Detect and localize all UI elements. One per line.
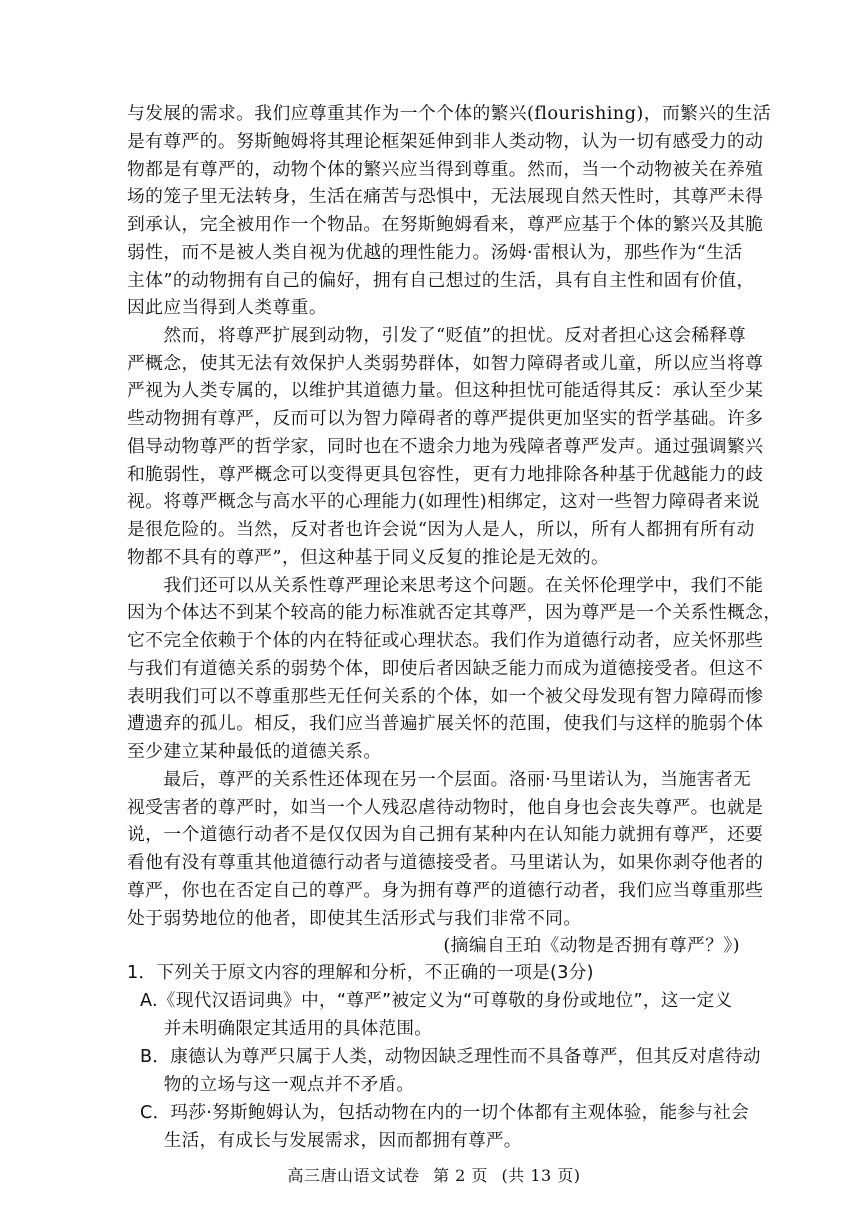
passage-line: 最后，尊严的关系性还体现在另一个层面。洛丽·马里诺认为，当施害者无: [127, 769, 752, 790]
option-a: A.《现代汉语词典》中，“尊严”被定义为“可尊敬的身份或地位”，这一定义: [140, 991, 733, 1011]
passage-line: 表明我们可以不尊重那些无任何关系的个体，如一个被父母发现有智力障碍而惨: [127, 686, 764, 707]
option-c-cont: 生活，有成长与发展需求，因而都拥有尊严。: [140, 1131, 522, 1151]
passage-line: 因此应当得到人类尊重。: [127, 297, 327, 318]
passage-line: 至少建立某种最低的道德关系。: [127, 741, 382, 762]
passage-line: 严概念，使其无法有效保护人类弱势群体，如智力障碍者或儿童，所以应当将尊: [127, 353, 764, 374]
passage-line: 处于弱势地位的他者，即使其生活形式与我们非常不同。: [127, 908, 582, 929]
passage-line: 物都是有尊严的，动物个体的繁兴应当得到尊重。然而，当一个动物被关在养殖: [127, 159, 764, 180]
passage-line: 视受害者的尊严时，如当一个人残忍虐待动物时，他自身也会丧失尊严。也就是: [127, 797, 764, 818]
passage-line: 说，一个道德行动者不是仅仅因为自己拥有某种内在认知能力就拥有尊严，还要: [127, 824, 764, 845]
passage-line: 视。将尊严概念与高水平的心理能力(如理性)相绑定，这对一些智力障碍者来说: [127, 491, 760, 512]
page-number: 第 2 页: [433, 1166, 488, 1185]
passage-line: 是很危险的。当然，反对者也许会说“因为人是人，所以，所有人都拥有所有动: [127, 519, 755, 540]
passage-line: 与发展的需求。我们应尊重其作为一个个体的繁兴(flourishing)，而繁兴的生活: [127, 103, 772, 124]
passage-line: 倡导动物尊严的哲学家，同时也在不遗余力地为残障者尊严发声。通过强调繁兴: [127, 436, 764, 457]
passage-line: 与我们有道德关系的弱势个体，即使后者因缺乏能力而成为道德接受者。但这不: [127, 658, 764, 679]
passage-line: 到承认，完全被用作一个物品。在努斯鲍姆看来，尊严应基于个体的繁兴及其脆: [127, 214, 764, 235]
passage-line: 物都不具有的尊严”，但这种基于同义反复的推论是无效的。: [127, 547, 610, 568]
passage-line: 我们还可以从关系性尊严理论来思考这个问题。在关怀伦理学中，我们不能: [127, 575, 764, 596]
exam-title: 高三唐山语文试卷: [287, 1166, 420, 1185]
passage-line: 然而，将尊严扩展到动物，引发了“贬值”的担忧。反对者担心这会稀释尊: [127, 325, 746, 346]
page-footer: [0, 1163, 868, 1186]
option-c: C．玛莎·努斯鲍姆认为，包括动物在内的一切个体都有主观体验，能参与社会: [140, 1103, 749, 1123]
passage-line: 因为个体达不到某个较高的能力标准就否定其尊严，因为尊严是一个关系性概念，: [127, 602, 782, 623]
option-b-cont: 物的立场与这一观点并不矛盾。: [140, 1075, 415, 1095]
passage-line: 它不完全依赖于个体的内在特征或心理状态。我们作为道德行动者，应关怀那些: [127, 630, 764, 651]
passage-line: 弱性，而不是被人类自视为优越的理性能力。汤姆·雷根认为，那些作为“生活: [127, 242, 743, 263]
passage-line: 尊严，你也在否定自己的尊严。身为拥有尊严的道德行动者，我们应当尊重那些: [127, 880, 764, 901]
passage-line: 场的笼子里无法转身，生活在痛苦与恐惧中，无法展现自然天性时，其尊严未得: [127, 186, 764, 207]
source-citation: (摘编自王珀《动物是否拥有尊严？》): [443, 935, 740, 956]
option-a-cont: 并未明确限定其适用的具体范围。: [140, 1019, 433, 1039]
passage-line: 主体”的动物拥有自己的偏好，拥有自己想过的生活，具有自主性和固有价值，: [127, 270, 755, 291]
passage-line: 严视为人类专属的，以维护其道德力量。但这种担忧可能适得其反：承认至少某: [127, 380, 764, 401]
passage-line: 看他有没有尊重其他道德行动者与道德接受者。马里诺认为，如果你剥夺他者的: [127, 852, 764, 873]
option-b: B．康德认为尊严只属于人类，动物因缺乏理性而不具备尊严，但其反对虐待动: [140, 1047, 761, 1067]
page-total: (共 13 页): [501, 1166, 581, 1185]
passage-line: 是有尊严的。努斯鲍姆将其理论框架延伸到非人类动物，认为一切有感受力的动: [127, 131, 764, 152]
passage-line: 些动物拥有尊严，反而可以为智力障碍者的尊严提供更加坚实的哲学基础。许多: [127, 408, 764, 429]
passage-line: 和脆弱性，尊严概念可以变得更具包容性，更有力地排除各种基于优越能力的歧: [127, 464, 764, 485]
passage-line: 遭遗弃的孤儿。相反，我们应当普遍扩展关怀的范围，使我们与这样的脆弱个体: [127, 713, 764, 734]
question-stem: 1．下列关于原文内容的理解和分析，不正确的一项是(3分): [127, 963, 594, 983]
